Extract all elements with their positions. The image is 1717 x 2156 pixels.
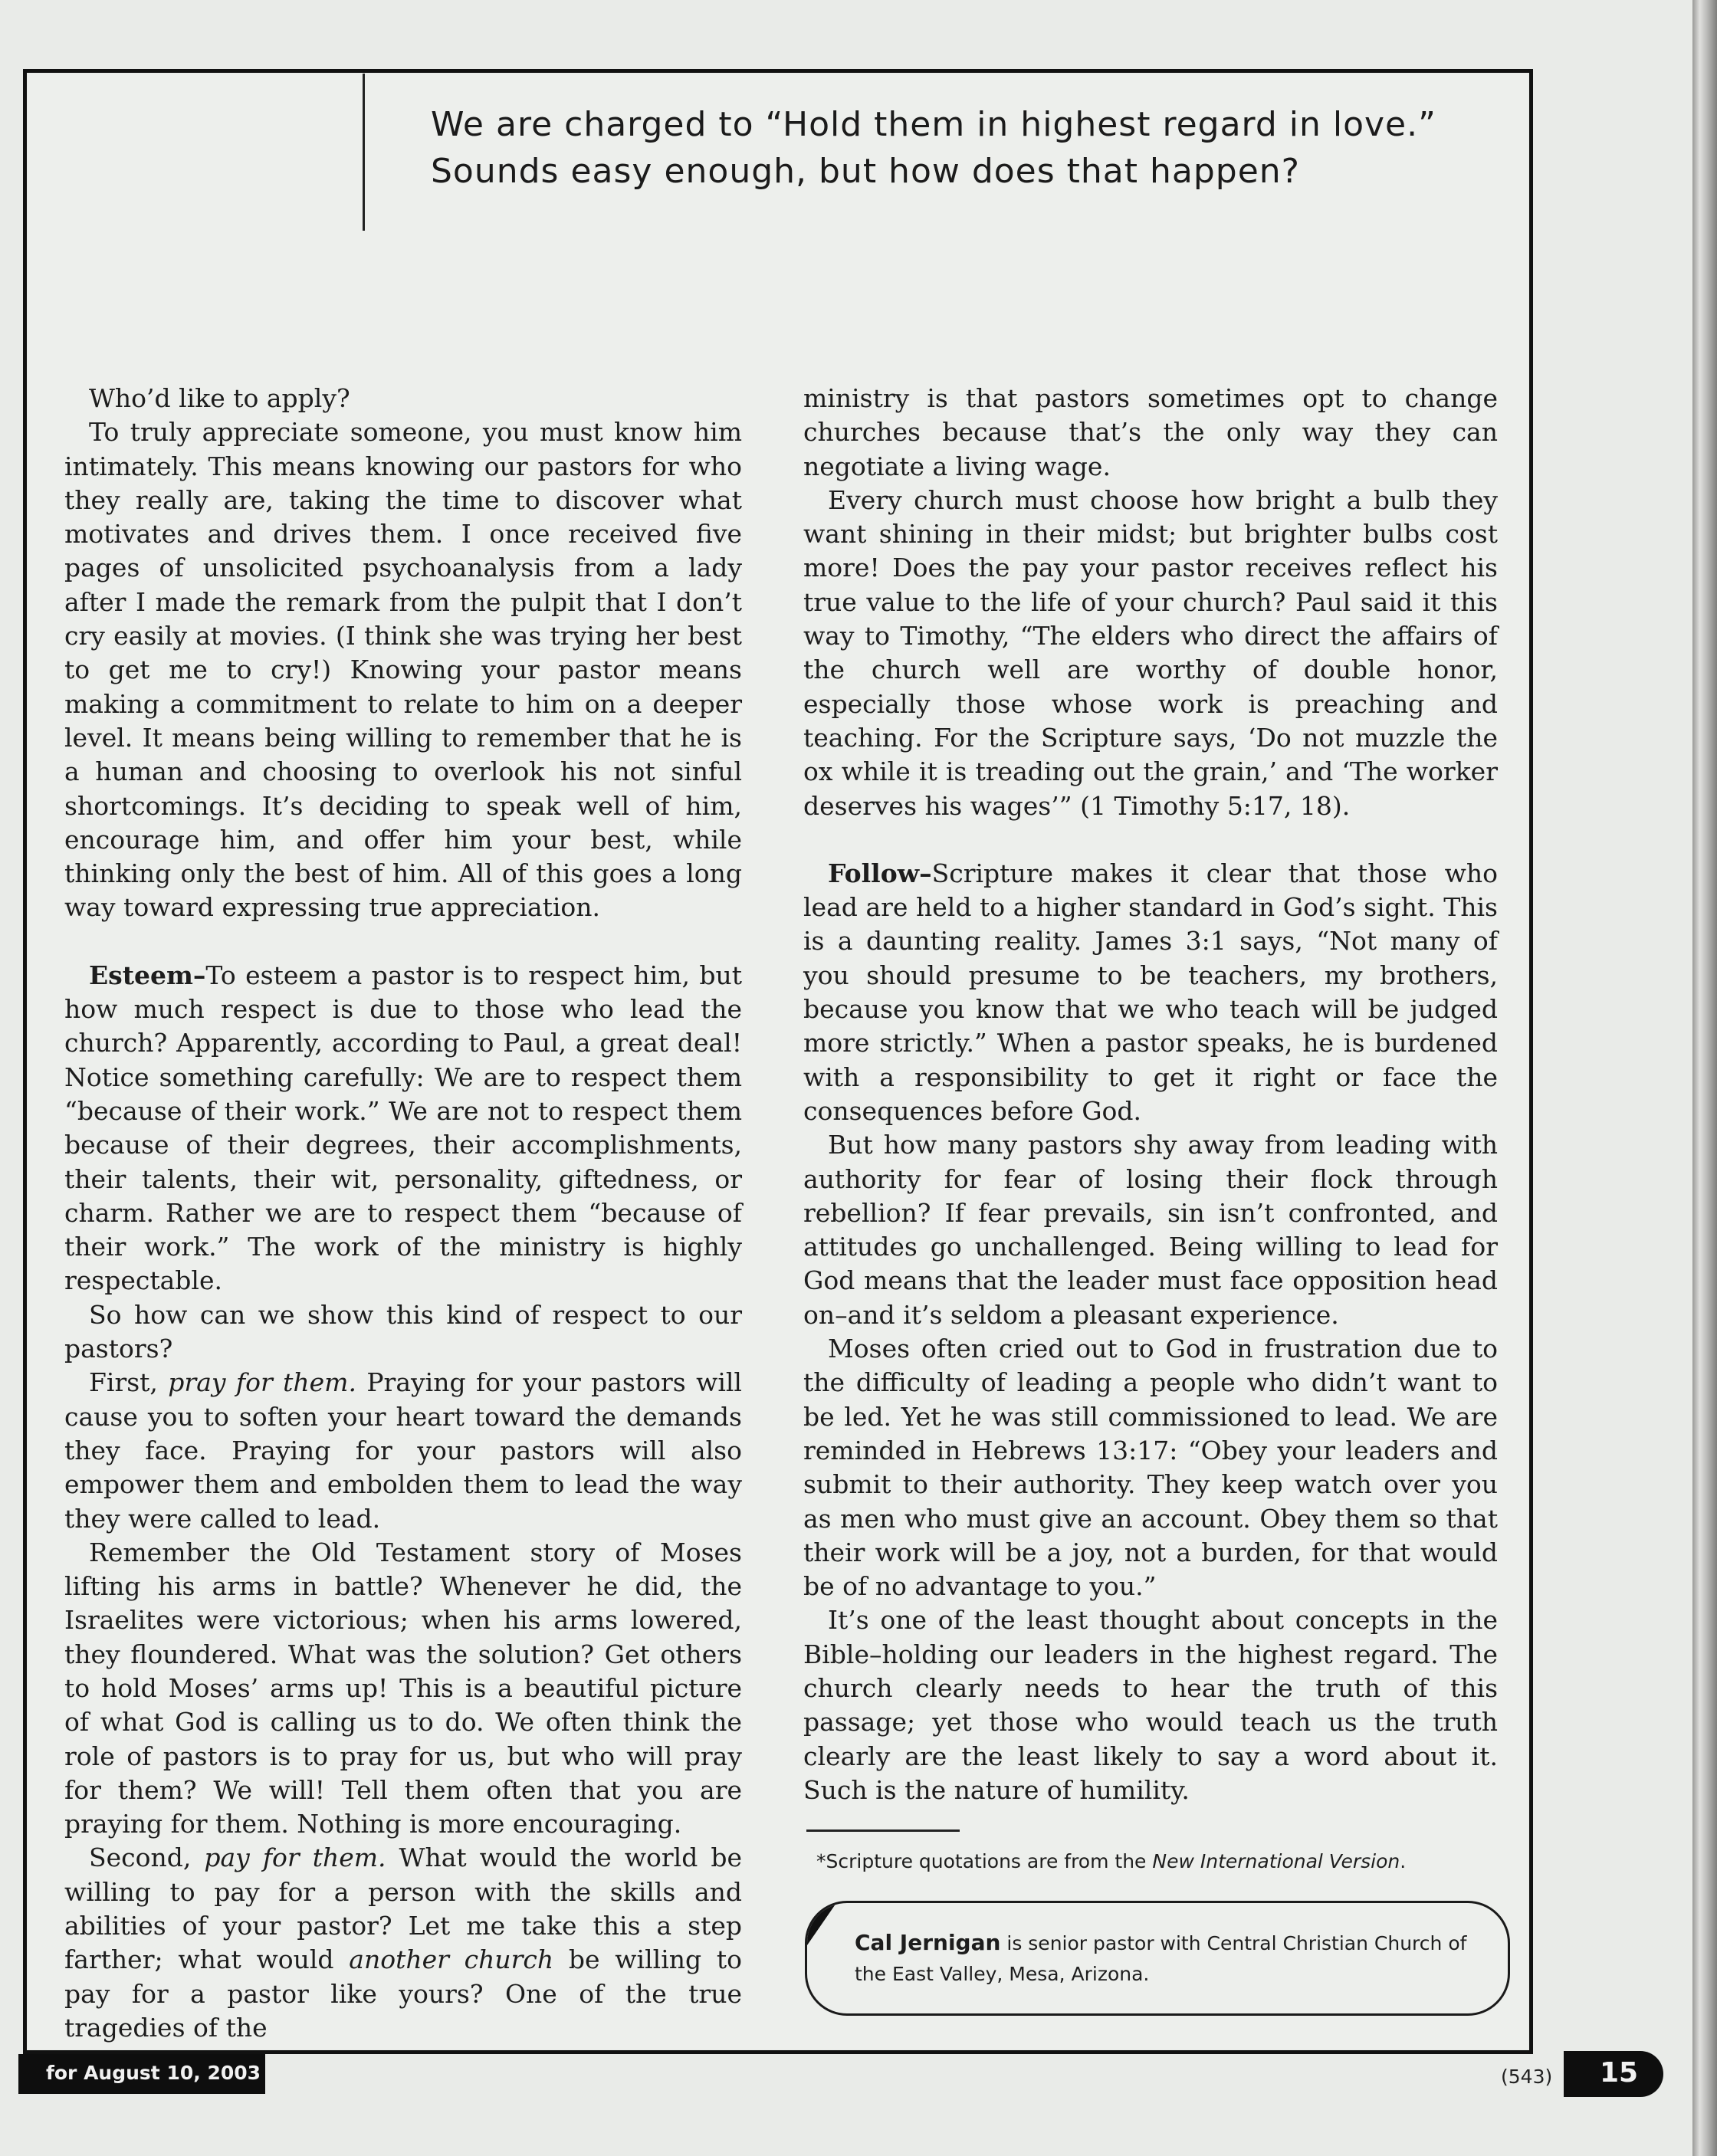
paragraph: Second, pay for them. What would the world be willing to pay for a person with the skills and abilities of your pastor? Let me take this a step farther; what would another church be willing to pay for a pastor like yours? One of the true tragedies of the bbox=[64, 1843, 743, 2043]
pull-quote-line-2: Sounds easy enough, but how does that happen? bbox=[431, 152, 1301, 191]
esteem-paragraph: Esteem–To esteem a pastor is to respect him, but how much respect is due to those who lead the church? Apparently, according to Paul, a great deal! Notice something carefully: We are to respect them “because of their work.” We are not to respect them because of their degrees, their accomplishments, their talents, their wit, personality, giftedness, or charm. Rather we are to respect them “because of their work.” The work of the ministry is highly respectable. bbox=[64, 960, 742, 1296]
pull-quote-line-1: We are charged to “Hold them in highest regard in love.” bbox=[431, 105, 1436, 144]
paragraph: First, pray for them. Praying for your pastors will cause you to soften your heart toward the demands they face. Praying for your pastors will also empower them and embolden them to lead the way they were called to lead. bbox=[64, 1367, 742, 1534]
paragraph: Moses often cried out to God in frustration due to the difficulty of leading a people who didn’t want to be led. Yet he was still commissioned to lead. We are reminded in Hebrews 13:17: “Obey your leaders and submit to their authority. They keep watch over you as men who must give an account. Obey them so that their work will be a joy, not a burden, for that would be of no advantage to you.” bbox=[803, 1334, 1498, 1602]
pull-quote bbox=[431, 101, 1527, 195]
page-number-tab bbox=[1564, 2051, 1663, 2097]
page-code: (543) bbox=[1501, 2066, 1553, 2088]
paragraph: ministry is that pastors sometimes opt to change churches because that’s the only way they can negotiate a living wage. bbox=[803, 383, 1498, 481]
paragraph: It’s one of the least thought about concepts in the Bible–holding our leaders in the highest regard. The church clearly needs to hear the truth of this passage; yet those who would teach us the truth clearly are the least likely to say a word about it. Such is the nature of humility. bbox=[803, 1605, 1498, 1805]
follow-paragraph: Follow–Scripture makes it clear that those who lead are held to a higher standard in God’s sight. This is a daunting reality. James 3:1 says, “Not many of you should presume to be teachers, my brothers, because you know that we who teach will be judged more strictly.” When a pastor speaks, he is burdened with a responsibility to get it right or face the consequences before God. bbox=[803, 858, 1498, 1126]
paragraph: But how many pastors shy away from leading with authority for fear of losing their flock through rebellion? If fear prevails, sin isn’t confronted, and attitudes go unchallenged. Being willing to lead for God means that the leader must face opposition head on–and it’s seldom a pleasant experience. bbox=[803, 1130, 1498, 1330]
bio-corner-accent bbox=[807, 1903, 836, 1945]
paragraph: To truly appreciate someone, you must know him intimately. This means knowing our pastors for who they really are, taking the time to discover what motivates and drives them. I once received five pages of unsolicited psychoanalysis from a lady after I made the remark from the pulpit that I don’t cry easily at movies. (I think she was trying her best to get me to cry!) Knowing your pastor means making a commitment to relate to him on a deeper level. It means being willing to remember that he is a human and choosing to overlook his not sinful shortcomings. It’s deciding to speak well of him, encourage him, and offer him your best, while thinking only the best of him. All of this goes a long way toward expressing true appreciation. bbox=[64, 417, 742, 923]
footnote: *Scripture quotations are from the New International Version. bbox=[816, 1850, 1407, 1872]
issue-date-tab bbox=[18, 2054, 265, 2094]
author-bio-box bbox=[805, 1901, 1510, 2016]
paragraph: Remember the Old Testament story of Moses lifting his arms in battle? Whenever he did, the Israelites were victorious; when his arms lowered, they floundered. What was the solution? Get others to hold Moses’ arms up! This is a beautiful picture of what God is calling us to do. We often think the role of pastors is to pray for us, but who will pray for them? We will! Tell them often that you are praying for them. Nothing is more encouraging. bbox=[64, 1537, 742, 1839]
author-bio: Cal Jernigan is senior pastor with Central Christian Church of the East Valley, Mesa, Arizona. bbox=[855, 1930, 1467, 1985]
issue-date: for August 10, 2003 bbox=[46, 2062, 261, 2084]
footnote-rule bbox=[806, 1829, 960, 1832]
page-number: 15 bbox=[1600, 2057, 1639, 2089]
left-column bbox=[64, 382, 742, 2045]
follow-heading: Follow– bbox=[828, 858, 932, 888]
author-name: Cal Jernigan bbox=[855, 1930, 1001, 1955]
esteem-heading: Esteem– bbox=[89, 960, 206, 990]
paragraph: So how can we show this kind of respect to our pastors? bbox=[64, 1299, 742, 1364]
paragraph: Every church must choose how bright a bulb they want shining in their midst; but brighter bulbs cost more! Does the pay your pastor receives reflect his true value to the life of your church? Paul said it this way to Timothy, “The elders who direct the affairs of the church well are worthy of double honor, especially those whose work is preaching and teaching. For the Scripture says, ‘Do not muzzle the ox while it is treading out the grain,’ and ‘The worker deserves his wages’” (1 Timothy 5:17, 18). bbox=[803, 484, 1498, 821]
right-column bbox=[803, 382, 1498, 1807]
paragraph: Who’d like to apply? bbox=[89, 383, 350, 413]
pull-quote-rule bbox=[363, 74, 365, 231]
magazine-spine bbox=[1692, 0, 1717, 2156]
